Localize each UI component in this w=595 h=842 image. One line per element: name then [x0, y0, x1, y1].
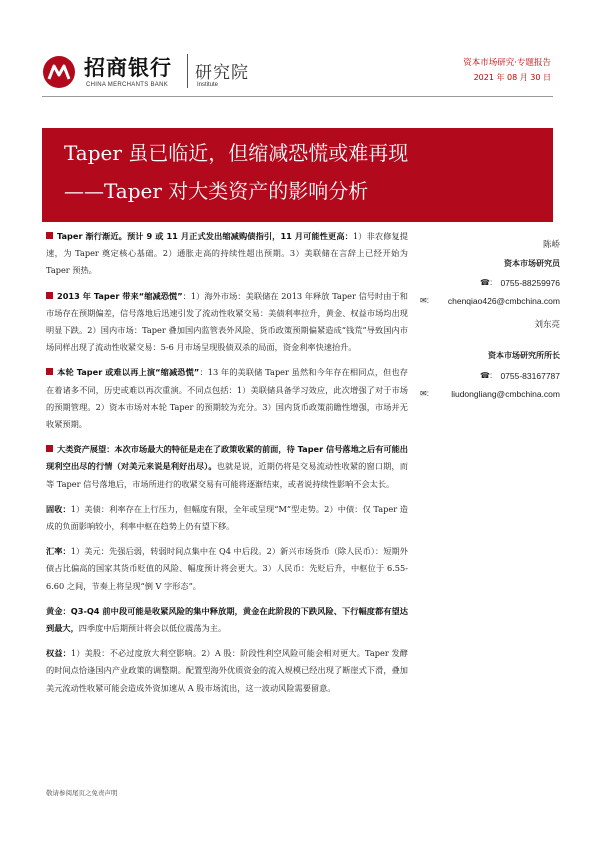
paragraph-bold: 固收： [46, 503, 71, 514]
paragraph-bold: 2013 年 Taper 带来“缩减恐慌” [57, 290, 183, 301]
report-type: 资本市场研究·专题报告 [463, 58, 551, 68]
paragraph-text: ：1）海外市场：美联储在 2013 年释放 Taper 信号时由于和市场存在预期偏差，信号落地后迅速引发了流动性收紧交易：美债利率拉升，黄金、权益市场均出现明显下跌。2）国内市场：Taper 叠加国内监管表外风险、货币政策预期偏紧造成“钱荒”导致国内市场同样出现了流动性收紧交易：5-6 月市场呈现股债双杀的局面，资金利率快速抬升。 [46, 290, 408, 353]
title-line-1: Taper 虽已临近，但缩减恐慌或难再现 [64, 141, 409, 165]
paragraph-text: 四季度中后期预计将会以低位震荡为主。 [78, 623, 227, 634]
paragraph [46, 501, 408, 535]
paragraph-text: 1）美元：先强后弱，转弱时间点集中在 Q4 中后段。2）新兴市场货币（除人民币）：短期外债占比偏高的国家其货币贬值的风险、幅度预计将会更大。3）人民币：先贬后升，中枢位于 6.55-6.60 之间，节奏上将呈现“倒 V 字形态”。 [46, 546, 408, 591]
author-role: 资本市场研究员 [504, 259, 560, 268]
paragraph-bold: 权益： [46, 648, 71, 659]
footer-disclaimer: 敬请参阅尾页之免责声明 [46, 789, 118, 797]
bullet-icon [46, 445, 53, 452]
paragraph-text: ：13 年的美联储 Taper 虽然和今年存在相同点，但也存在着诸多不同，历史或难以再次重演。不同点包括：1）美联储具备学习效应，此次增强了对于市场的预期管理。2）资本市场对本轮 Taper 的预期较为充分。3）国内货币政策前瞻性增强，市场并无收紧预期。 [46, 367, 408, 430]
paragraph-text: 也就是说，近期仍将是交易流动性收紧的窗口期，而等 Taper 信号落地后，市场所进行的收紧交易有可能将逐渐结束，或者说持续性影响不会太长。 [46, 461, 408, 489]
phone-icon: ☎: [480, 371, 493, 380]
paragraph [46, 645, 408, 697]
title-line-2: ——Taper 对大类资产的影响分析 [64, 179, 369, 203]
phone-icon: ☎: [480, 278, 493, 287]
paragraph [46, 543, 408, 595]
paragraph [46, 441, 408, 493]
title-banner [42, 128, 553, 222]
paragraph [46, 228, 408, 280]
email-icon: ✉: [420, 296, 429, 305]
author-name: 陈峤 [542, 240, 560, 250]
paragraph-text: 1）非农修复提速，为 Taper 奠定核心基础。2）通胀走高的持续性超出预期。3）美联储在言辞上已经开始为 Taper 预热。 [46, 231, 408, 276]
paragraph [46, 603, 408, 637]
header-rule [42, 96, 553, 97]
bullet-icon [46, 368, 53, 375]
logo-text: 招商银行 [84, 56, 172, 80]
institute-english: Institute [197, 82, 219, 88]
paragraph-bold: Taper 渐行渐近。预计 9 或 11 月正式发出缩减购债指引，11 月可能性更高： [57, 231, 353, 241]
cmb-logo-icon [42, 55, 76, 89]
author-role: 资本市场研究所所长 [488, 351, 560, 360]
institute-name: 研究院 [195, 63, 249, 83]
bullet-icon [46, 232, 53, 239]
paragraph [46, 364, 408, 433]
bullet-icon [46, 292, 53, 299]
report-header [0, 0, 595, 110]
logo-english: CHINA MERCHANTS BANK [86, 82, 169, 88]
paragraph-text: 1）美债：利率存在上行压力，但幅度有限，全年或呈现“M”型走势。2）中债：仅 Taper 造成的负面影响较小，利率中枢在趋势上仍有望下移。 [46, 503, 408, 532]
paragraph-bold: 黄金：Q3-Q4 前中段可能是收紧风险的集中释放期，黄金在此阶段的下跌风险、下行幅度都有望达到最大， [46, 605, 408, 634]
author-name: 刘东亮 [534, 320, 560, 330]
logo-divider [187, 54, 188, 88]
paragraph-text: 1）美股：不必过度放大利空影响。2）A 股：阶段性利空风险可能会相对更大。Taper 发酵的时间点恰逢国内产业政策的调整期。配置型海外优质资金的流入规模已经出现了断崖式下滑，叠加美元流动性收紧可能会造成外资加速从 A 股市场流出，这一波动风险需要留意。 [46, 648, 408, 693]
summary-body [46, 228, 408, 705]
paragraph-bold: 汇率： [46, 546, 71, 557]
paragraph-bold: 大类资产展望：本次市场最大的特征是走在了政策收紧的前面，待 Taper 信号落地之后有可能出现利空出尽的行情（对美元来说是利好出尽）。 [46, 444, 408, 472]
paragraph [46, 288, 408, 357]
paragraph-bold: 本轮 Taper 或难以再上演“缩减恐慌” [57, 367, 200, 378]
report-date: 2021 年 08 月 30 日 [473, 73, 551, 82]
email-icon: ✉: [420, 389, 429, 398]
